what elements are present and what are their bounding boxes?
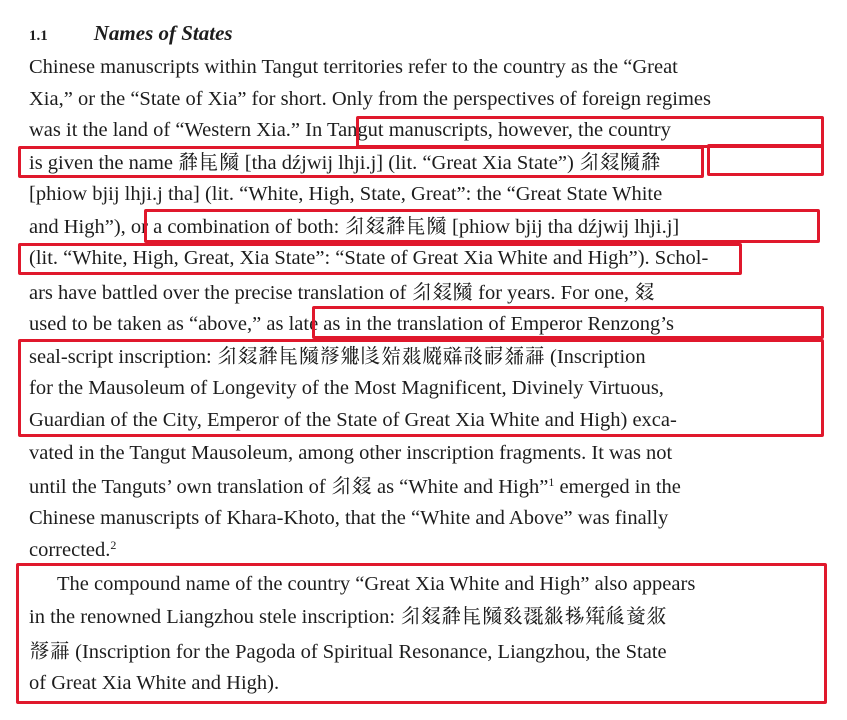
section-number: 1.1 [29, 28, 48, 44]
text-line-1: Chinese manuscripts within Tangut territories refer to the country as the “Great [29, 56, 678, 78]
text-line-13: vated in the Tangut Mausoleum, among other inscription fragments. It was not [29, 442, 673, 464]
tangut-white-high-state-great: 𗼃𗾧𗂧 [578, 150, 641, 174]
tangut-high: 𗾧 [634, 280, 655, 304]
text-line-10: seal-script inscription: 𗼃𗾧𗴂𗹭𗂧𘃡𗊭𗁅𗼻𘅍𗆧𗠰𗰗𗟲𘀄𗹏 (Inscription [29, 344, 646, 368]
paragraph2-line-1: The compound name of the country “Great Xia White and High” also appears [57, 573, 696, 595]
tangut-white-high-state: 𗼃𗾧𗂧 [411, 280, 474, 304]
text-line-12: Guardian of the City, Emperor of the State of Great Xia White and High) exca- [29, 409, 677, 431]
text-line-6: and High”), or a combination of both: 𗼃𗾧𗴂𗹭𗂧 [phiow bjij tha dźjwij lhji.j] [29, 214, 680, 238]
highlight-box-3 [707, 144, 824, 176]
highlight-box-4 [144, 209, 820, 243]
text-line-2: Xia,” or the “State of Xia” for short. Only from the perspectives of foreign regimes [29, 88, 711, 110]
tangut-white-high: 𗼃𗾧 [330, 474, 372, 498]
section-title: Names of States [93, 21, 233, 45]
paragraph2-line-2: in the renowned Liangzhou stele inscription: 𗼃𗾧𗴂𗹭𗂧𘈫𗖰𘔼𗈪𗋕𗎾𗒹𗼇 [29, 604, 667, 628]
footnote-ref-2[interactable]: 2 [110, 538, 117, 552]
text-line-4: is given the name 𗴂𗹭𗂧 [tha dźjwij lhji.j] (lit. “Great Xia State”) 𗼃𗾧𗂧𗴂 [29, 150, 661, 174]
tangut-great-xia-state: 𗴂𗹭𗂧 [178, 150, 240, 174]
tangut-full-name: 𗼃𗾧𗴂𗹭𗂧 [344, 214, 447, 238]
tangut-renzong-inscription: 𗼃𗾧𗴂𗹭𗂧𘃡𗊭𗁅𗼻𘅍𗆧𗠰𗰗𗟲𘀄𗹏 [216, 344, 545, 368]
tangut-liangzhou-inscription-cont: 𘃡𗹏 [29, 639, 70, 663]
section-heading [29, 17, 233, 49]
paragraph2-line-4: of Great Xia White and High). [29, 672, 280, 694]
highlight-box-8 [16, 563, 827, 704]
text-line-9: used to be taken as “above,” as late as in the translation of Emperor Renzong’s [29, 313, 674, 335]
text-line-16: corrected.$^2$ [29, 538, 117, 561]
highlight-box-7 [18, 339, 824, 437]
text-line-3: was it the land of “Western Xia.” In Tangut manuscripts, however, the country [29, 119, 671, 141]
text-line-8: ars have battled over the precise translation of 𗼃𗾧𗂧 for years. For one, 𗾧 [29, 280, 655, 304]
highlight-box-6 [312, 306, 824, 339]
text-line-15: Chinese manuscripts of Khara-Khoto, that the “White and Above” was finally [29, 507, 669, 529]
highlight-box-2 [18, 146, 704, 178]
text-line-14: until the Tanguts’ own translation of 𗼃𗾧 as “White and High”$^1$ emerged in the [29, 474, 681, 498]
paragraph2-line-3: 𘃡𗹏 (Inscription for the Pagoda of Spiritual Resonance, Liangzhou, the State [29, 639, 667, 663]
footnote-ref-1[interactable]: 1 [548, 475, 555, 489]
text-line-5: [phiow bjij lhji.j tha] (lit. “White, High, State, Great”: the “Great State White [29, 183, 663, 205]
highlight-box-5 [18, 243, 742, 275]
tangut-liangzhou-inscription: 𗼃𗾧𗴂𗹭𗂧𘈫𗖰𘔼𗈪𗋕𗎾𗒹𗼇 [400, 604, 667, 628]
text-line-7: (lit. “White, High, Great, Xia State”: “State of Great Xia White and High”). Schol- [29, 247, 709, 269]
text-line-11: for the Mausoleum of Longevity of the Most Magnificent, Divinely Virtuous, [29, 377, 664, 399]
